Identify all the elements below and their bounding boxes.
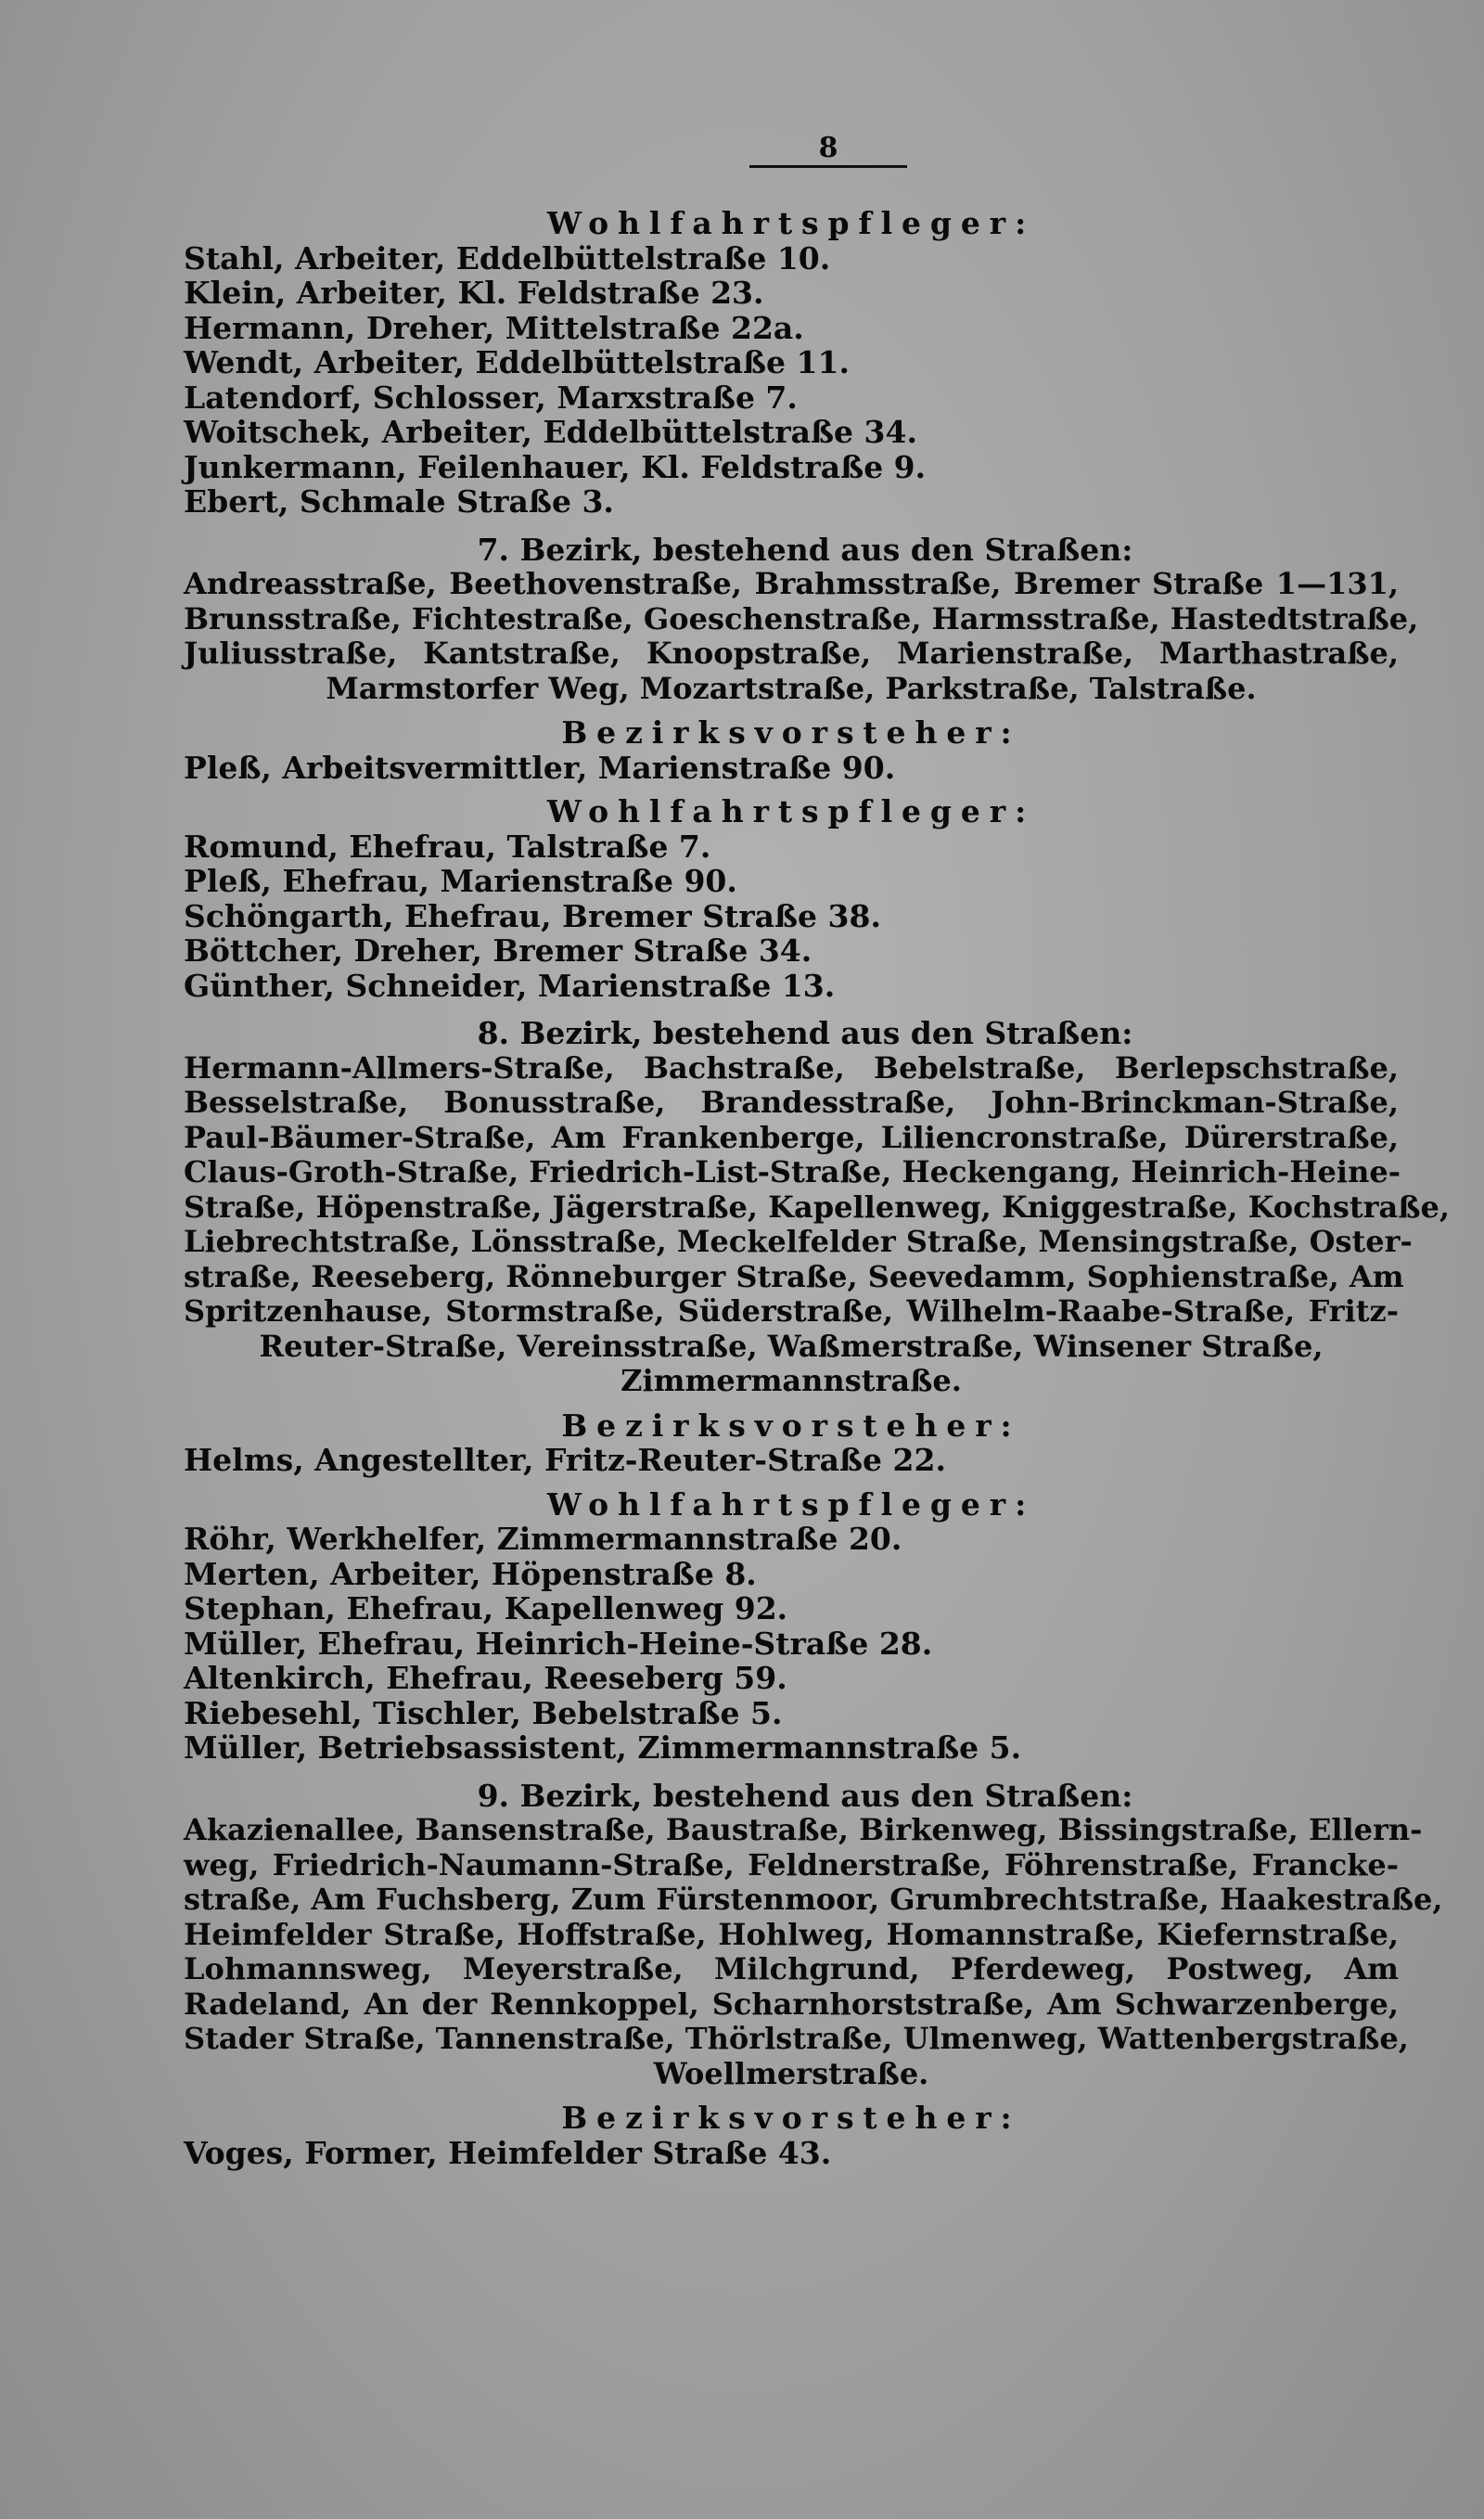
welfare-entry: Junkermann, Feilenhauer, Kl. Feldstraße 9. bbox=[184, 448, 927, 485]
street-list-line: straße, Am Fuchsberg, Zum Fürstenmoor, Grumbrechtstraße, Haakestraße, bbox=[184, 1882, 1443, 1917]
district-9 bbox=[184, 1777, 1443, 2171]
board-heading: Bezirksvorsteher: bbox=[561, 1407, 1021, 1444]
page-number: 8 bbox=[818, 132, 838, 164]
district-heading: 8. Bezirk, bestehend aus den Straßen: bbox=[477, 1015, 1133, 1051]
header-rule bbox=[749, 165, 907, 168]
street-list-line: straße, Reeseberg, Rönneburger Straße, Seevedamm, Sophienstraße, Am bbox=[184, 1258, 1404, 1294]
district-heading: 7. Bezirk, bestehend aus den Straßen: bbox=[477, 531, 1133, 568]
welfare-entry: Klein, Arbeiter, Kl. Feldstraße 23. bbox=[184, 275, 764, 311]
welfare-entry: Schöngarth, Ehefrau, Bremer Straße 38. bbox=[184, 897, 881, 934]
street-list-line: Marmstorfer Weg, Mozartstraße, Parkstraße, Talstraße. bbox=[326, 670, 1257, 706]
street-list-line: Zimmermannstraße. bbox=[620, 1363, 962, 1398]
street-list-line: Stader Straße, Tannenstraße, Thörlstraße, Ulmenweg, Wattenbergstraße, bbox=[184, 2021, 1409, 2056]
street-list-line: Hermann-Allmers-Straße, Bachstraße, Bebelstraße, Berlepschstraße, bbox=[184, 1049, 1399, 1086]
welfare-entry: Riebesehl, Tischler, Bebelstraße 5. bbox=[184, 1694, 783, 1731]
street-list-line: Woellmerstraße. bbox=[653, 2055, 929, 2091]
welfare-entry: Altenkirch, Ehefrau, Reeseberg 59. bbox=[184, 1660, 787, 1696]
welfare-entry: Stephan, Ehefrau, Kapellenweg 92. bbox=[184, 1590, 788, 1626]
welfare-entry: Stahl, Arbeiter, Eddelbüttelstraße 10. bbox=[184, 239, 831, 276]
welfare-entry: Wendt, Arbeiter, Eddelbüttelstraße 11. bbox=[184, 344, 850, 380]
street-list-line: Paul-Bäumer-Straße, Am Frankenberge, Liliencronstraße, Dürerstraße, bbox=[184, 1119, 1399, 1155]
board-member: Helms, Angestellter, Fritz-Reuter-Straße 22. bbox=[184, 1442, 946, 1478]
welfare-entry: Pleß, Ehefrau, Marienstraße 90. bbox=[184, 863, 737, 899]
welfare-entry: Hermann, Dreher, Mittelstraße 22a. bbox=[184, 309, 804, 346]
street-list-line: Liebrechtstraße, Lönsstraße, Meckelfelder Straße, Mensingstraße, Oster- bbox=[184, 1224, 1413, 1259]
street-list-line: Juliusstraße, Kantstraße, Knoopstraße, Marienstraße, Marthastraße, bbox=[184, 636, 1399, 671]
carryover-section bbox=[184, 206, 1399, 520]
welfare-entry: Röhr, Werkhelfer, Zimmermannstraße 20. bbox=[184, 1521, 902, 1557]
board-member: Voges, Former, Heimfelder Straße 43. bbox=[184, 2134, 832, 2171]
board-heading: Bezirksvorsteher: bbox=[561, 2100, 1021, 2136]
welfare-entry: Ebert, Schmale Straße 3. bbox=[184, 483, 614, 520]
page-header bbox=[749, 132, 907, 168]
welfare-heading: Wohlfahrtspfleger: bbox=[546, 793, 1036, 829]
board-heading: Bezirksvorsteher: bbox=[561, 714, 1021, 751]
street-list-line: Radeland, An der Rennkoppel, Scharnhorststraße, Am Schwarzenberge, bbox=[184, 1986, 1399, 2022]
street-list-line: weg, Friedrich-Naumann-Straße, Feldnerstraße, Föhrenstraße, Francke- bbox=[184, 1846, 1399, 1883]
board-member: Pleß, Arbeitsvermittler, Marienstraße 90. bbox=[184, 749, 896, 786]
street-list-line: Straße, Höpenstraße, Jägerstraße, Kapellenweg, Kniggestraße, Kochstraße, bbox=[184, 1189, 1451, 1225]
welfare-heading: Wohlfahrtspfleger: bbox=[546, 205, 1036, 241]
welfare-entry: Woitschek, Arbeiter, Eddelbüttelstraße 34. bbox=[184, 414, 917, 450]
district-8 bbox=[184, 1015, 1451, 1766]
street-list-line: Heimfelder Straße, Hoffstraße, Hohlweg, Homannstraße, Kiefernstraße, bbox=[184, 1916, 1399, 1952]
welfare-entry: Böttcher, Dreher, Bremer Straße 34. bbox=[184, 932, 812, 969]
welfare-entry: Müller, Ehefrau, Heinrich-Heine-Straße 28. bbox=[184, 1625, 933, 1662]
street-list-line: Spritzenhause, Stormstraße, Süderstraße, Wilhelm-Raabe-Straße, Fritz- bbox=[184, 1293, 1399, 1329]
street-list-line: Lohmannsweg, Meyerstraße, Milchgrund, Pferdeweg, Postweg, Am bbox=[184, 1951, 1399, 1986]
welfare-heading: Wohlfahrtspfleger: bbox=[546, 1485, 1036, 1523]
welfare-entry: Günther, Schneider, Marienstraße 13. bbox=[184, 967, 836, 1004]
district-heading: 9. Bezirk, bestehend aus den Straßen: bbox=[477, 1777, 1133, 1814]
street-list-line: Brunsstraße, Fichtestraße, Goeschenstraße, Harmsstraße, Hastedtstraße, bbox=[184, 600, 1419, 636]
street-list-line: Besselstraße, Bonusstraße, Brandesstraße, John-Brinckman-Straße, bbox=[184, 1085, 1399, 1120]
page-content bbox=[184, 205, 1451, 2171]
street-list-line: Andreasstraße, Beethovenstraße, Brahmsstraße, Bremer Straße 1—131, bbox=[184, 566, 1399, 601]
welfare-entry: Latendorf, Schlosser, Marxstraße 7. bbox=[184, 379, 798, 416]
street-list-line: Claus-Groth-Straße, Friedrich-List-Straße, Heckengang, Heinrich-Heine- bbox=[184, 1154, 1401, 1189]
welfare-entry: Romund, Ehefrau, Talstraße 7. bbox=[184, 828, 711, 865]
welfare-entry: Müller, Betriebsassistent, Zimmermannstraße 5. bbox=[184, 1729, 1022, 1766]
street-list-line: Reuter-Straße, Vereinsstraße, Waßmerstraße, Winsener Straße, bbox=[259, 1328, 1324, 1364]
district-7 bbox=[184, 531, 1419, 1004]
street-list-line: Akazienallee, Bansenstraße, Baustraße, Birkenweg, Bissingstraße, Ellern- bbox=[184, 1812, 1423, 1847]
welfare-entry: Merten, Arbeiter, Höpenstraße 8. bbox=[184, 1555, 757, 1592]
